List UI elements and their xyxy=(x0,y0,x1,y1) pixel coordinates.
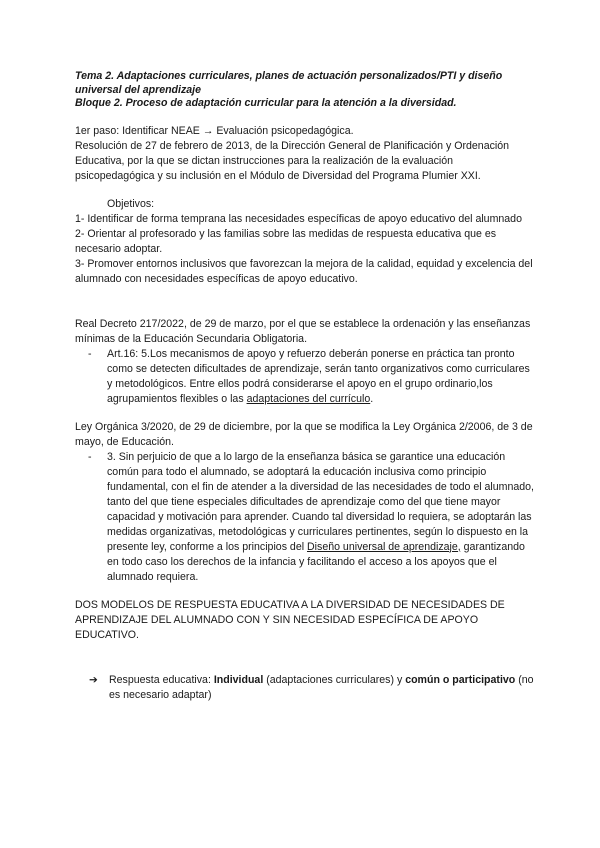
article-text: Art.16: 5.Los mecanismos de apoyo y refuerzo deberán ponerse en práctica tan pronto como se detecten dificultades de aprendizaje, serán tanto organizativos como curriculares y metodológicos. Entre ellos podrá considerarse el apoyo en el grupo ordinario,los agrupamientos flexibles o las xyxy=(107,347,530,405)
respuesta-prefix: Respuesta educativa: xyxy=(109,673,214,686)
paso-line: 1er paso: Identificar NEAE → Evaluación psicopedagógica. xyxy=(75,124,354,137)
adaptaciones-link[interactable]: adaptaciones del currículo xyxy=(246,392,371,405)
real-decreto-text: Real Decreto 217/2022, de 29 de marzo, por el que se establece la ordenación y las enseñanzas mínimas de la Educación Secundaria Obligatoria. xyxy=(75,317,531,345)
document-page xyxy=(75,70,535,703)
ley-organica-list xyxy=(75,450,535,585)
article-end: garantizando en todo caso los derechos de la infancia y facilitando el acceso a los apoyos que el alumnado requiera. xyxy=(107,540,525,583)
list-item xyxy=(75,450,535,585)
diseno-universal-link[interactable]: Diseño universal de aprendizaje, xyxy=(307,540,461,553)
objetivos-heading: Objetivos: xyxy=(107,197,155,210)
respuesta-educativa-item xyxy=(75,673,535,703)
objetivo-item-1: 1- Identificar de forma temprana las necesidades específicas de apoyo educativo del alumnado xyxy=(75,212,522,225)
dash-bullet: - xyxy=(88,347,92,360)
article-text: 3. Sin perjuicio de que a lo largo de la enseñanza básica se garantice una educación común para todo el alumnado, se adoptará la educación inclusiva como principio fundamental, con el fin de atender a la diversidad de las necesidades de todo el alumnado, tanto del que tiene especiales dificultades de aprendizaje como del que tiene mayor capacidad y motivación para aprender. Cuando tal diversidad lo requiera, se adoptarán las medidas organizativas, metodológicas y curriculares pertinentes, según lo dispuesto en la presente ley, conforme a los principios del xyxy=(107,450,534,553)
list-item xyxy=(75,347,535,407)
ley-organica-text: Ley Orgánica 3/2020, de 29 de diciembre, por la que se modifica la Ley Orgánica 2/2006, de 3 de mayo, de Educación. xyxy=(75,420,533,448)
comun-term: común o participativo xyxy=(405,673,516,686)
objetivo-item-2: 2- Orientar al profesorado y las familias sobre las medidas de respuesta educativa que es necesario adoptar. xyxy=(75,227,497,255)
modelos-heading: DOS MODELOS DE RESPUESTA EDUCATIVA A LA DIVERSIDAD DE NECESIDADES DE APRENDIZAJE DEL ALUMNADO CON Y SIN NECESIDAD ESPECÍFICA DE APOYO EDUCATIVO. xyxy=(75,598,505,641)
individual-term: Individual xyxy=(213,673,264,686)
bloque-title: Bloque 2. Proceso de adaptación curricular para la atención a la diversidad. xyxy=(75,97,457,109)
real-decreto-list xyxy=(75,347,535,407)
article-end: . xyxy=(370,392,374,405)
arrow-icon: ➔ xyxy=(89,673,98,686)
objetivo-item-3: 3- Promover entornos inclusivos que favorezcan la mejora de la calidad, equidad y excelencia del alumnado con necesidades específicas de apoyo educativo. xyxy=(75,257,533,285)
respuesta-suffix: (no es necesario adaptar) xyxy=(109,673,534,701)
respuesta-mid: (adaptaciones curriculares) y xyxy=(263,673,406,686)
tema-title: Tema 2. Adaptaciones curriculares, planes de actuación personalizados/PTI y diseño universal del aprendizaje xyxy=(75,70,503,96)
resolucion-text: Resolución de 27 de febrero de 2013, de la Dirección General de Planificación y Ordenación Educativa, por la que se dictan instrucciones para la realización de la evaluación psicopedagógica y su inclusión en el Módulo de Diversidad del Programa Plumier XXI. xyxy=(75,139,510,182)
dash-bullet: - xyxy=(88,450,92,463)
